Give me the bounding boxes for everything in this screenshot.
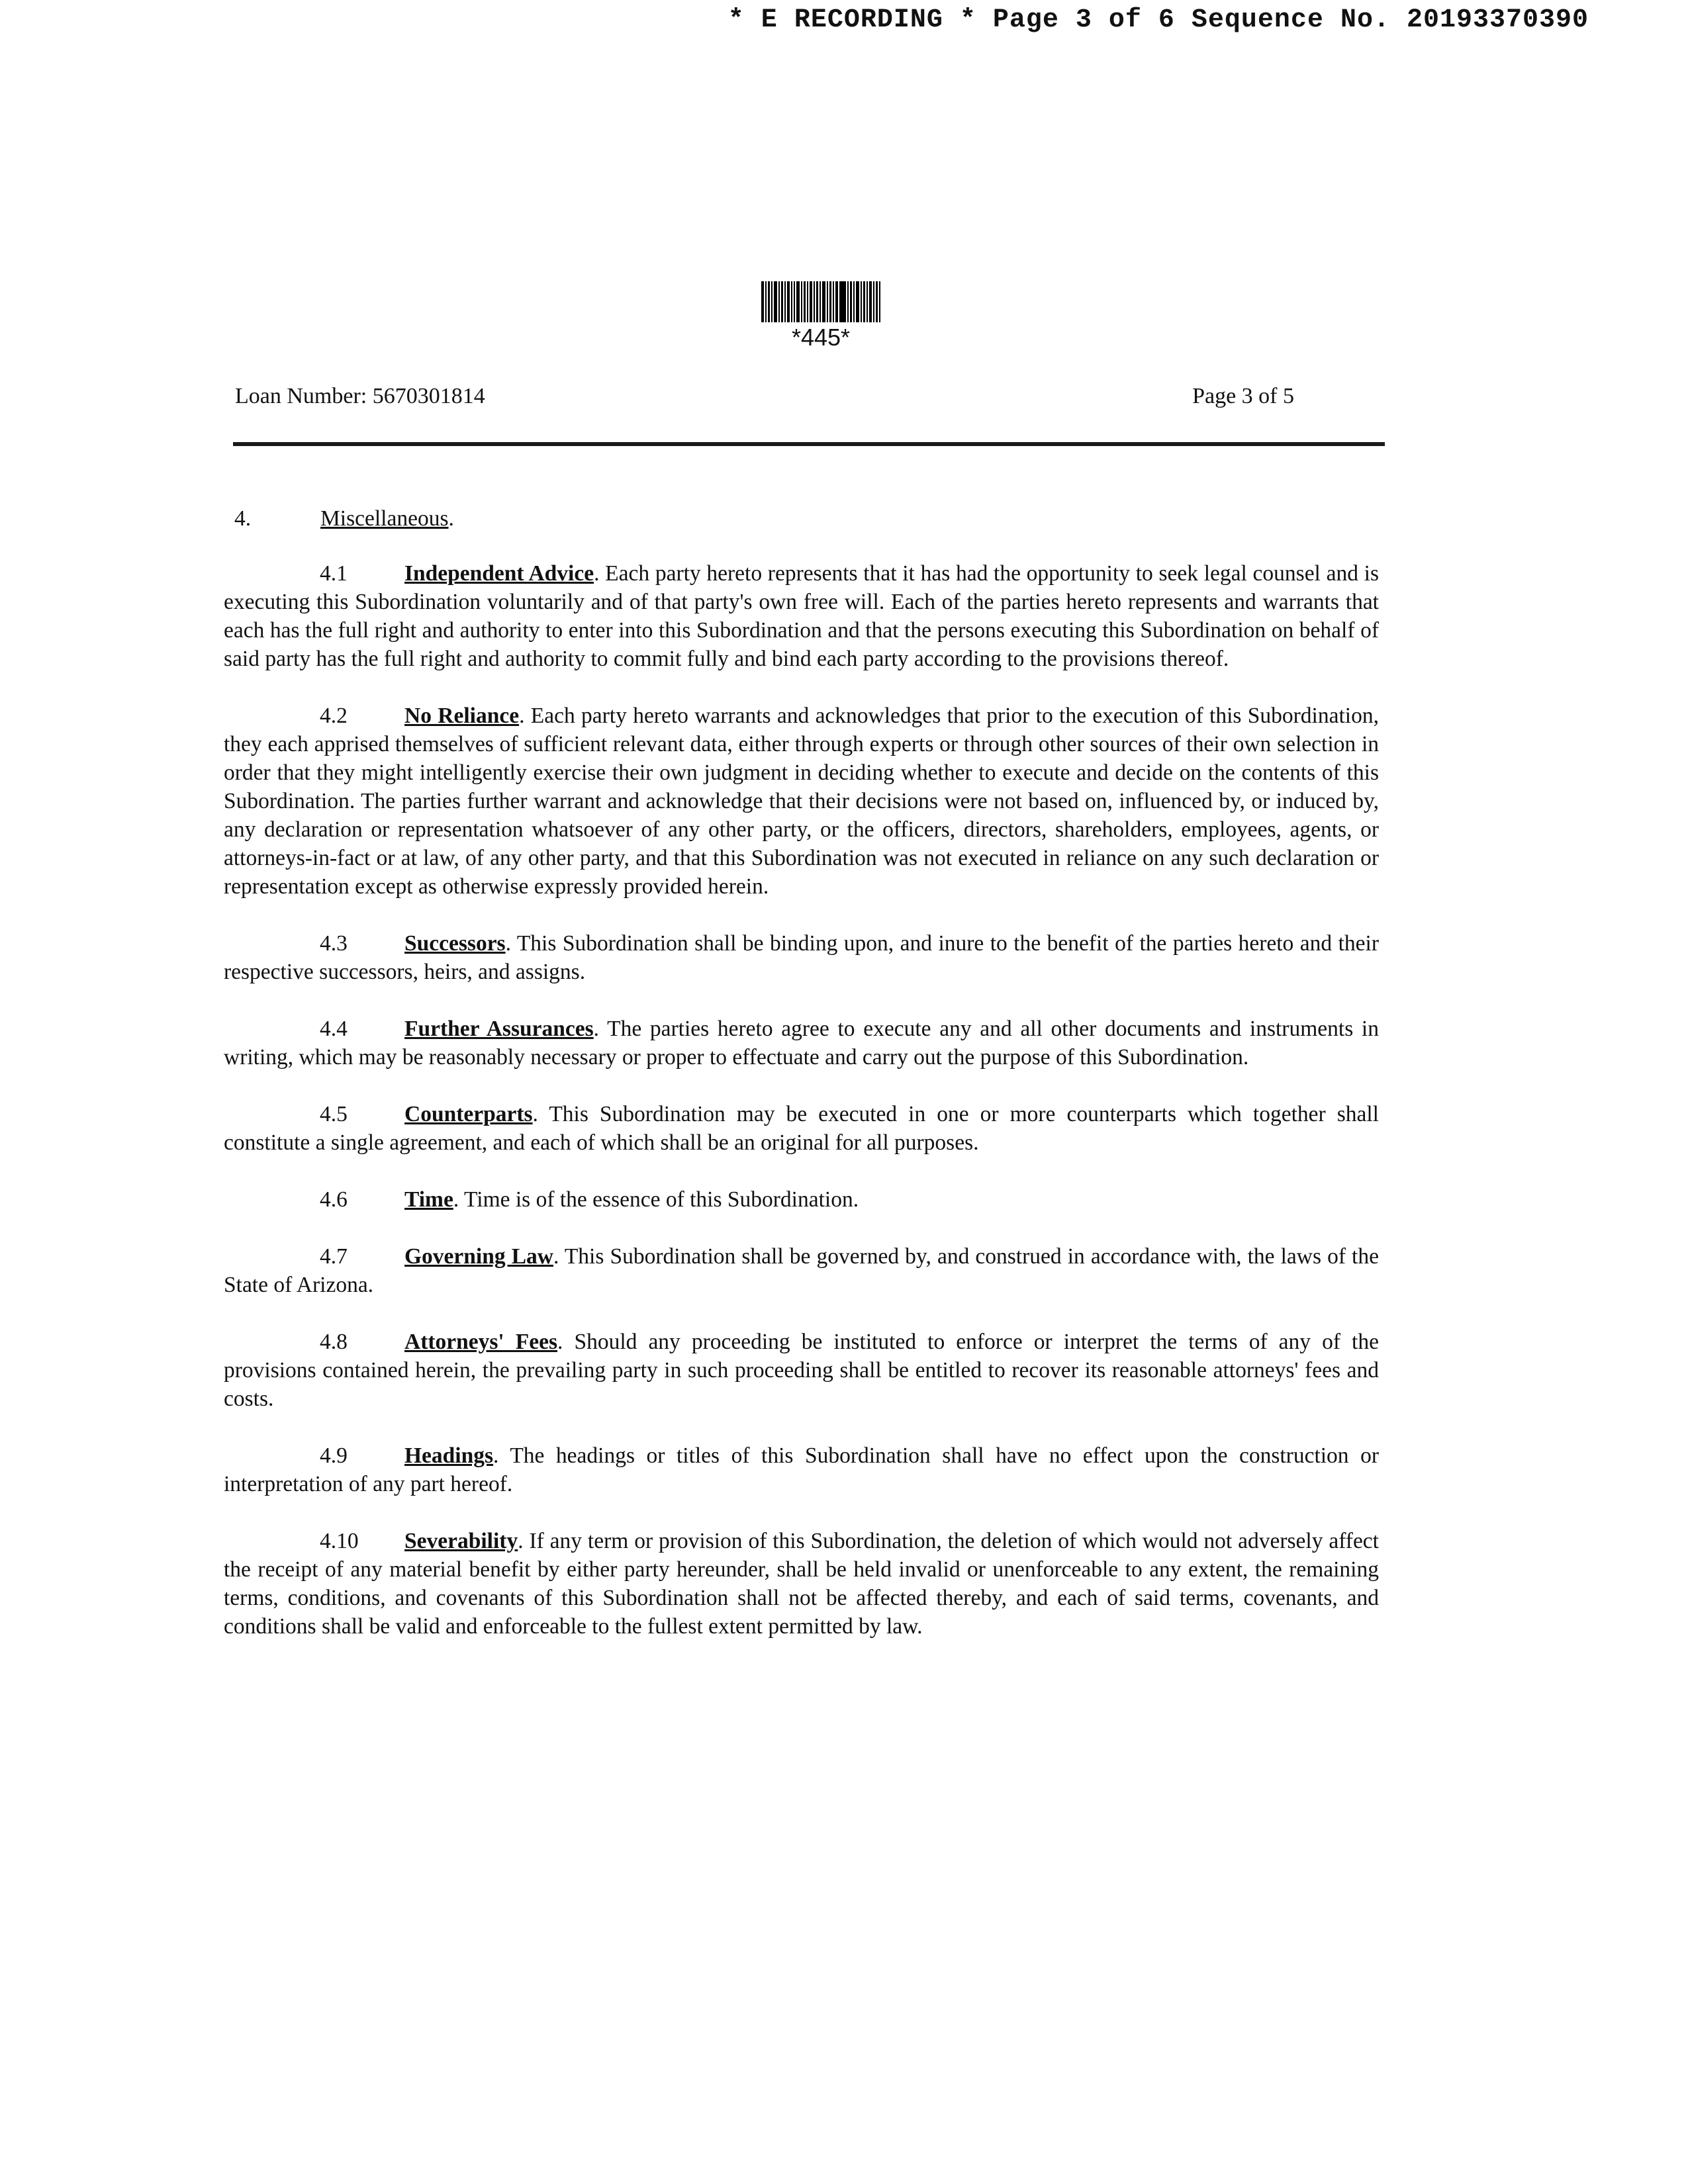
section-title-suffix: . <box>448 506 454 531</box>
paragraph <box>224 1527 1379 1641</box>
paragraph-number: 4.3 <box>320 931 348 956</box>
paragraph-number: 4.9 <box>320 1443 348 1468</box>
paragraph-heading: Further Assurances <box>404 1017 594 1041</box>
loan-number: Loan Number: 5670301814 <box>235 384 485 408</box>
section-heading <box>224 504 1379 533</box>
paragraph-number: 4.7 <box>320 1244 348 1269</box>
paragraph <box>224 702 1379 901</box>
recording-header: * E RECORDING * Page 3 of 6 Sequence No. 20193370390 <box>727 5 1589 35</box>
header-divider <box>233 442 1385 446</box>
paragraph <box>224 1100 1379 1157</box>
paragraph <box>224 1441 1379 1498</box>
barcode-icon <box>761 281 880 322</box>
paragraph-heading: Headings <box>404 1443 494 1468</box>
paragraph-heading: Successors <box>404 931 506 956</box>
barcode-block <box>761 281 880 351</box>
paragraph-text: . The parties hereto agree to execute any and all other documents and instruments in writing, which may be reasonably necessary or proper to effectuate and carry out the purpose of this Subordination. <box>224 1017 1379 1069</box>
paragraph <box>224 559 1379 673</box>
paragraph <box>224 1185 1379 1214</box>
paragraph-text: . If any term or provision of this Subordination, the deletion of which would not adversely affect the receipt of any material benefit by either party hereunder, shall be held invalid or unenforceable to any extent, the remaining terms, conditions, and covenants of this Subordination shall not be affected thereby, and each of said terms, covenants, and conditions shall be valid and enforceable to the fullest extent permitted by law. <box>224 1529 1379 1639</box>
paragraph-heading: No Reliance <box>404 704 520 728</box>
paragraph-heading: Counterparts <box>404 1102 533 1126</box>
paragraph-number: 4.4 <box>320 1017 348 1041</box>
paragraph-text: . Each party hereto warrants and acknowledges that prior to the execution of this Subordination, they each apprised themselves of sufficient relevant data, either through experts or through other sources of their own selection in order that they might intelligently exercise their own judgment in deciding whether to execute and decide on the contents of this Subordination. The parties further warrant and acknowledge that their decisions were not based on, influenced by, or induced by, any declaration or representation whatsoever of any other party, or the officers, directors, shareholders, employees, agents, or attorneys-in-fact or at law, of any other party, and that this Subordination was not executed in reliance on any such declaration or representation except as otherwise expressly provided herein. <box>224 704 1379 899</box>
document-body <box>224 504 1379 1669</box>
paragraph <box>224 1015 1379 1071</box>
paragraph <box>224 929 1379 986</box>
section-number: 4. <box>234 506 252 531</box>
paragraph-text: . This Subordination may be executed in one or more counterparts which together shall constitute a single agreement, and each of which shall be an original for all purposes. <box>224 1102 1379 1155</box>
paragraph-heading: Attorneys' Fees <box>404 1330 558 1354</box>
paragraph-number: 4.10 <box>320 1529 359 1553</box>
section-title: Miscellaneous <box>320 506 449 531</box>
paragraph-text: . Should any proceeding be instituted to enforce or interpret the terms of any of the provisions contained herein, the prevailing party in such proceeding shall be entitled to recover its reasonable attorneys' fees and costs. <box>224 1330 1379 1411</box>
paragraph-text: . The headings or titles of this Subordination shall have no effect upon the construction or interpretation of any part hereof. <box>224 1443 1379 1496</box>
paragraph-number: 4.5 <box>320 1102 348 1126</box>
page-number: Page 3 of 5 <box>1192 384 1294 408</box>
page-header <box>235 384 1294 409</box>
paragraph-heading: Governing Law <box>404 1244 553 1269</box>
paragraph-text: . Each party hereto represents that it has had the opportunity to seek legal counsel and is executing this Subordination voluntarily and of that party's own free will. Each of the parties hereto represents and warrants that each has the full right and authority to enter into this Subordination and that the persons executing this Subordination on behalf of said party has the full right and authority to commit fully and bind each party according to the provisions thereof. <box>224 561 1380 671</box>
paragraph-number: 4.2 <box>320 704 348 728</box>
paragraph <box>224 1242 1379 1299</box>
paragraph-text: . Time is of the essence of this Subordination. <box>453 1187 859 1212</box>
paragraph-text: . This Subordination shall be binding upon, and inure to the benefit of the parties hereto and their respective successors, heirs, and assigns. <box>224 931 1379 984</box>
paragraph-heading: Independent Advice <box>404 561 594 586</box>
paragraph <box>224 1328 1379 1413</box>
paragraph-number: 4.6 <box>320 1187 348 1212</box>
paragraph-heading: Time <box>404 1187 453 1212</box>
paragraph-text: . This Subordination shall be governed by, and construed in accordance with, the laws of the State of Arizona. <box>224 1244 1379 1297</box>
paragraph-number: 4.8 <box>320 1330 348 1354</box>
paragraph-number: 4.1 <box>320 561 348 586</box>
paragraph-list <box>224 559 1379 1641</box>
paragraph-heading: Severability <box>404 1529 518 1553</box>
barcode-number: *445* <box>791 324 851 351</box>
